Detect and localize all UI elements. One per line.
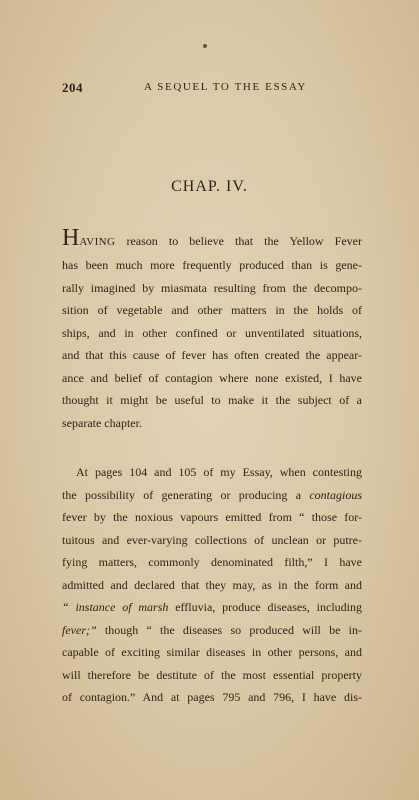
paragraph-2 [62, 461, 362, 709]
line-text: effluvia, produce diseases, including [175, 600, 362, 614]
paragraph-2-line: capable of exciting similar diseases in other persons, and [62, 645, 362, 659]
paragraph-2-line: At pages 104 and 105 of my Essay, when contesting [76, 465, 362, 479]
page-number: 204 [62, 80, 83, 95]
paragraph-1-line: sition of vegetable and other matters in the holds of [62, 303, 362, 317]
paragraph-2-line: fying matters, commonly denominated filth,” I have [62, 555, 362, 569]
paragraph-1 [62, 226, 362, 434]
paragraph-2-line: tuitous and ever-varying collections of unclean or putre- [62, 532, 362, 547]
running-head [62, 80, 357, 98]
paragraph-2-line: of contagion.” And at pages 795 and 796, I have dis- [62, 690, 362, 704]
paragraph-1-line: ance and belief of contagion where none existed, I have [62, 370, 362, 385]
smallcaps-word: AVING [79, 236, 116, 248]
line-text: though “ the diseases so produced will be in- [104, 622, 362, 637]
page-speck [203, 44, 207, 48]
paragraph-1-last-line: separate chapter. [62, 415, 142, 430]
paragraph-2-line: fever by the noxious vapours emitted from “ those for- [62, 510, 362, 524]
paragraph-2-line: admitted and declared that they may, as in the form and [62, 577, 362, 592]
italic-text: fever;” [62, 622, 97, 637]
paragraph-2-line [62, 484, 362, 507]
paragraph-2-line: will therefore be destitute of the most essential property [62, 667, 362, 682]
paragraph-1-line: rally imagined by miasmata resulting from the decompo- [62, 280, 362, 295]
paragraph-1-line: ships, and in other confined or unventilated situations, [62, 325, 362, 340]
paragraph-1-line-1 [62, 226, 362, 254]
paragraph-1-line: thought it might be useful to make it the subject of a [62, 393, 362, 407]
drop-initial: H [62, 225, 80, 251]
running-title: A SEQUEL TO THE ESSAY [144, 81, 307, 93]
paragraph-2-line [62, 619, 362, 642]
paragraph-2-line [62, 596, 362, 619]
line-text: the possibility of generating or producing a [62, 487, 302, 502]
italic-text: contagious [309, 487, 362, 502]
italic-text: “ instance of marsh [62, 600, 169, 614]
chapter-title: CHAP. IV. [171, 178, 248, 195]
paragraph-1-line: has been much more frequently produced than is gene- [62, 258, 362, 272]
paragraph-1-line: and that this cause of fever has often created the appear- [62, 348, 362, 362]
line-text: reason to believe that the Yellow Fever [126, 234, 362, 248]
